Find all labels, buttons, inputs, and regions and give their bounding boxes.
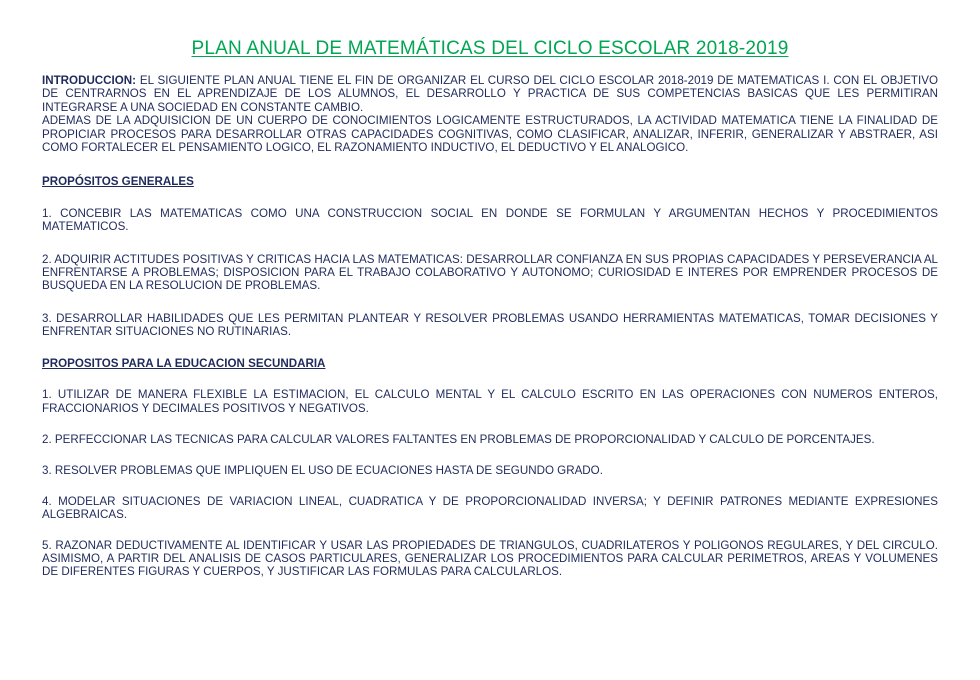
general-item: 1. CONCEBIR LAS MATEMATICAS COMO UNA CONSTRUCCION SOCIAL EN DONDE SE FORMULAN Y ARGUMENTAN HECHOS Y PROCEDIMIENTOS MATEMATICOS. [42,206,938,234]
intro-label: INTRODUCCION: [42,74,137,87]
intro-text: EL SIGUIENTE PLAN ANUAL TIENE EL FIN DE ORGANIZAR EL CURSO DEL CICLO ESCOLAR 2018-2019 DE MATEMATICAS I. CON EL OBJETIVO DE CENTRARNOS EN EL APRENDIZAJE DE LOS ALUMNOS, EL DESARROLLO Y PRACTICA DE SUS COMPETENCIAS BASICAS QUE LES PERMITIRAN INTEGRARSE A UNA SOCIEDAD EN CONSTANTE CAMBIO. [42,74,938,114]
page-title: PLAN ANUAL DE MATEMÁTICAS DEL CICLO ESCOLAR 2018-2019 [191,38,789,59]
secondary-item: 2. PERFECCIONAR LAS TECNICAS PARA CALCULAR VALORES FALTANTES EN PROBLEMAS DE PROPORCIONALIDAD Y CALCULO DE PORCENTAJES. [42,432,875,446]
general-purposes-heading: PROPÓSITOS GENERALES [42,175,194,189]
general-item: 3. DESARROLLAR HABILIDADES QUE LES PERMITAN PLANTEAR Y RESOLVER PROBLEMAS USANDO HERRAMIENTAS MATEMATICAS, TOMAR DECISIONES Y ENFRENTAR SITUACIONES NO RUTINARIAS. [42,311,938,339]
document-page [0,38,980,680]
intro-paragraph [42,74,938,114]
general-item: 2. ADQUIRIR ACTITUDES POSITIVAS Y CRITICAS HACIA LAS MATEMATICAS: DESARROLLAR CONFIANZA EN SUS PROPIAS CAPACIDADES Y PERSEVERANCIA AL ENFRENTARSE A PROBLEMAS; DISPOSICION PARA EL TRABAJO COLABORATIVO Y AUTONOMO; CURIOSIDAD E INTERES POR EMPRENDER PROCESOS DE BUSQUEDA EN LA RESOLUCION DE PROBLEMAS. [42,252,938,293]
secondary-purposes-heading: PROPOSITOS PARA LA EDUCACION SECUNDARIA [42,356,326,370]
secondary-item: 3. RESOLVER PROBLEMAS QUE IMPLIQUEN EL USO DE ECUACIONES HASTA DE SEGUNDO GRADO. [42,464,603,478]
secondary-item: 4. MODELAR SITUACIONES DE VARIACION LINEAL, CUADRATICA Y DE PROPORCIONALIDAD INVERSA; Y DEFINIR PATRONES MEDIANTE EXPRESIONES ALGEBRAICAS. [42,494,938,522]
secondary-item: 5. RAZONAR DEDUCTIVAMENTE AL IDENTIFICAR Y USAR LAS PROPIEDADES DE TRIANGULOS, CUADRILATEROS Y POLIGONOS REGULARES, Y DEL CIRCULO. ASIMISMO, A PARTIR DEL ANALISIS DE CASOS PARTICULARES, GENERALIZAR LOS PROCEDIMIENTOS PARA CALCULAR PERIMETROS, AREAS Y VOLUMENES DE DIFERENTES FIGURAS Y CUERPOS, Y JUSTIFICAR LAS FORMULAS PARA CALCULARLOS. [42,538,938,579]
secondary-item: 1. UTILIZAR DE MANERA FLEXIBLE LA ESTIMACION, EL CALCULO MENTAL Y EL CALCULO ESCRITO EN LAS OPERACIONES CON NUMEROS ENTEROS, FRACCIONARIOS Y DECIMALES POSITIVOS Y NEGATIVOS. [42,388,938,415]
intro-paragraph-2: ADEMAS DE LA ADQUISICION DE UN CUERPO DE CONOCIMIENTOS LOGICAMENTE ESTRUCTURADOS, LA ACTIVIDAD MATEMATICA TIENE LA FINALIDAD DE PROPICIAR PROCESOS PARA DESARROLLAR OTRAS CAPACIDADES COGNITIVAS, COMO CLASIFICAR, ANALIZAR, INFERIR, GENERALIZAR Y ABSTRAER, ASI COMO FORTALECER EL PENSAMIENTO LOGICO, EL RAZONAMIENTO INDUCTIVO, EL DEDUCTIVO Y EL ANALOGICO. [42,114,938,155]
